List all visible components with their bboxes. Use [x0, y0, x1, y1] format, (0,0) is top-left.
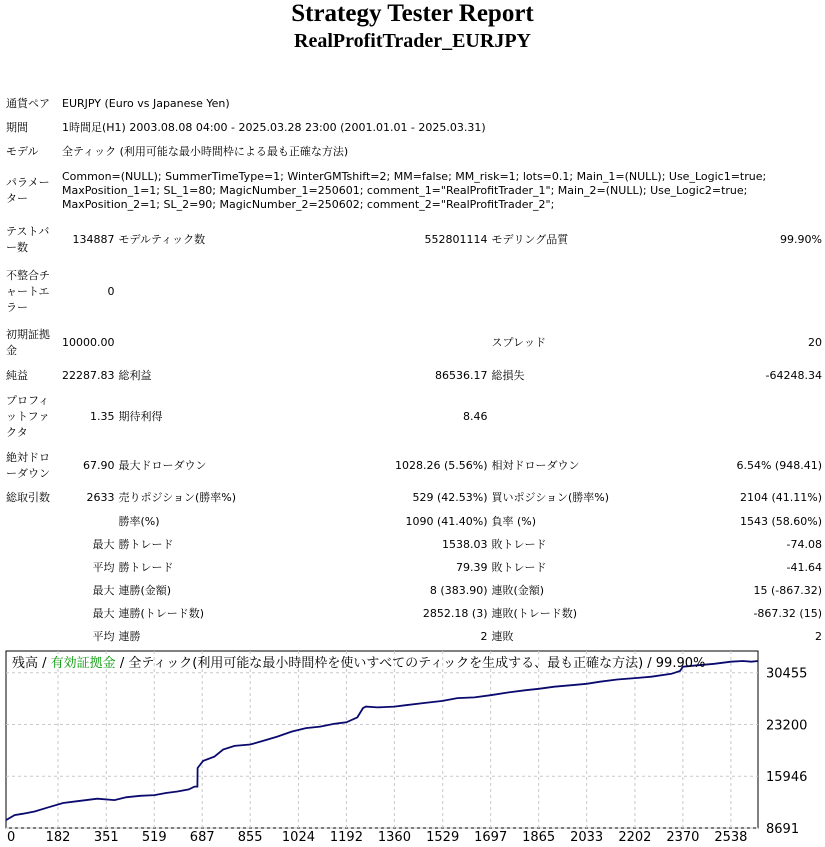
cons-loss-count-label: 連敗(トレード数)	[491, 606, 578, 620]
long-label: 買いポジション(勝率%)	[491, 491, 610, 504]
legend-rest: / 全ティック(利用可能な最小時間枠を使いすべてのティックを生成する、最も正確な方法) / 99.90%	[115, 656, 706, 671]
x-tick-label: 519	[141, 830, 167, 845]
short-value: 529 (42.53%)	[412, 491, 488, 504]
cons-loss-money-value: 15 (-867.32)	[753, 583, 822, 597]
table-row	[4, 116, 824, 140]
x-tick-label: 2370	[666, 830, 700, 845]
abs-dd-value: 67.90	[83, 459, 115, 472]
table-row	[4, 510, 824, 533]
cons-win-money-value: 8 (383.90)	[429, 583, 488, 597]
table-row	[4, 579, 824, 602]
table-row	[4, 364, 824, 388]
params-label: パラメーター	[6, 176, 50, 205]
period-label: 期間	[6, 121, 28, 134]
expected-label: 期待利得	[118, 410, 163, 423]
deposit-value: 10000.00	[62, 336, 115, 349]
cons-win-count-value: 2852.18 (3)	[422, 606, 488, 620]
spread-label: スプレッド	[491, 336, 546, 349]
table-row	[4, 533, 824, 556]
cons-loss-money-label: 連敗(金額)	[491, 583, 545, 597]
rel-dd-label: 相対ドローダウン	[491, 459, 580, 472]
net-label: 純益	[6, 369, 28, 382]
table-row	[4, 262, 824, 322]
report-subtitle: RealProfitTrader_EURJPY	[294, 30, 531, 52]
table-row	[4, 164, 824, 218]
x-tick-label: 182	[45, 830, 71, 845]
y-axis-ticks	[766, 667, 807, 837]
gross-loss-value: -64248.34	[765, 369, 822, 382]
cons-win-count-label: 連勝(トレード数)	[118, 606, 205, 620]
y-tick-label: 8691	[766, 822, 800, 837]
short-label: 売りポジション(勝率%)	[118, 491, 237, 504]
pf-value: 1.35	[90, 410, 115, 423]
lossrate-label: 負率 (%)	[491, 514, 537, 528]
cons-loss-count-value: -867.32 (15)	[753, 606, 822, 620]
avg-loss-label: 敗トレード	[491, 560, 547, 574]
mismatch-value: 0	[107, 285, 115, 298]
report-table	[4, 92, 824, 648]
x-tick-label: 0	[7, 830, 16, 845]
legend-separator: /	[38, 656, 51, 671]
x-tick-label: 1024	[281, 830, 316, 845]
quality-value: 99.90%	[780, 233, 822, 246]
x-tick-label: 351	[93, 830, 119, 845]
max-word: 最大	[92, 537, 115, 551]
max-dd-value: 1028.26 (5.56%)	[394, 459, 488, 472]
table-row	[4, 446, 824, 486]
x-tick-label: 855	[237, 830, 263, 845]
avg-cons-loss-value: 2	[815, 629, 822, 643]
rel-dd-value: 6.54% (948.41)	[736, 459, 822, 472]
table-row	[4, 218, 824, 262]
gross-profit-label: 総利益	[118, 369, 152, 382]
pair-value: EURJPY (Euro vs Japanese Yen)	[62, 97, 230, 110]
max-word: 最大	[92, 583, 115, 597]
period-value: 1時間足(H1) 2003.08.08 04:00 - 2025.03.28 23:00 (2001.01.01 - 2025.03.31)	[62, 121, 486, 134]
max-dd-label: 最大ドローダウン	[118, 459, 207, 472]
trades-value: 2633	[86, 491, 115, 504]
avg-cons-win-label: 連勝	[118, 629, 141, 643]
bars-label: テストバー数	[6, 225, 50, 254]
x-tick-label: 1192	[329, 830, 363, 845]
lossrate-value: 1543 (58.60%)	[739, 514, 822, 528]
bars-value: 134887	[72, 233, 115, 246]
avg-win-value: 79.39	[456, 560, 488, 574]
abs-dd-label: 絶対ドローダウン	[6, 451, 50, 480]
table-row	[4, 486, 824, 510]
x-tick-label: 2033	[570, 830, 604, 845]
pf-label: プロフィットファクタ	[6, 394, 50, 439]
params-value: Common=(NULL); SummerTimeType=1; WinterGMTshift=2; MM=false; MM_risk=1; lots=0.1; Main_1=(NULL); Use_Logic1=true; MaxPosition_1=1; SL_1=80; MagicNumber_1=250601; comment_1="RealProfitTrader_1"; Main_2=(NULL); Use_Logic2=true; MaxPosition_2=1; SL_2=90; MagicNumber_2=250602; comment_2="RealProfitTrader_2";	[62, 170, 767, 211]
x-tick-label: 2538	[714, 830, 748, 845]
x-tick-label: 2202	[618, 830, 652, 845]
balance-chart	[0, 644, 825, 847]
quality-label: モデリング品質	[491, 233, 569, 246]
chart-legend	[12, 655, 705, 671]
x-tick-label: 1697	[474, 830, 508, 845]
x-tick-label: 1865	[522, 830, 556, 845]
avg-loss-value: -41.64	[786, 560, 822, 574]
model-label: モデル	[6, 145, 39, 158]
avg-win-label: 勝トレード	[118, 560, 174, 574]
x-tick-label: 1529	[426, 830, 460, 845]
table-row	[4, 322, 824, 364]
table-row	[4, 92, 824, 116]
gross-profit-value: 86536.17	[435, 369, 488, 382]
table-row	[4, 388, 824, 446]
winrate-value: 1090 (41.40%)	[405, 514, 488, 528]
max-word: 最大	[92, 606, 115, 620]
legend-balance: 残高	[12, 656, 39, 671]
max-loss-value: -74.08	[786, 537, 822, 551]
ticks-value: 552801114	[424, 233, 488, 246]
mismatch-label: 不整合チャートエラー	[6, 269, 50, 314]
table-row	[4, 602, 824, 625]
y-tick-label: 23200	[766, 718, 808, 734]
x-axis-ticks	[7, 830, 747, 845]
ticks-label: モデルティック数	[118, 233, 206, 246]
max-win-label: 勝トレード	[118, 537, 174, 551]
cons-win-money-label: 連勝(金額)	[118, 583, 172, 597]
spread-value: 20	[808, 336, 822, 349]
gross-loss-label: 総損失	[491, 369, 525, 382]
pair-label: 通貨ペア	[6, 97, 50, 110]
table-row	[4, 140, 824, 164]
avg-word: 平均	[92, 629, 115, 643]
y-tick-label: 15946	[766, 770, 808, 786]
max-win-value: 1538.03	[442, 537, 488, 551]
x-tick-label: 687	[189, 830, 215, 845]
trades-label: 総取引数	[6, 491, 50, 504]
avg-cons-win-value: 2	[480, 629, 488, 643]
avg-word: 平均	[92, 560, 115, 574]
report-title: Strategy Tester Report	[291, 0, 534, 27]
model-value: 全ティック (利用可能な最小時間枠による最も正確な方法)	[62, 145, 349, 158]
legend-equity: 有効証拠金	[50, 656, 116, 671]
table-row	[4, 556, 824, 579]
avg-cons-loss-label: 連敗	[491, 629, 514, 643]
long-value: 2104 (41.11%)	[739, 491, 822, 504]
y-tick-label: 30455	[766, 666, 808, 682]
deposit-label: 初期証拠金	[6, 328, 50, 357]
winrate-label: 勝率(%)	[118, 514, 160, 528]
x-tick-label: 1360	[377, 830, 411, 845]
expected-value: 8.46	[463, 410, 488, 423]
max-loss-label: 敗トレード	[491, 537, 547, 551]
net-value: 22287.83	[62, 369, 115, 382]
